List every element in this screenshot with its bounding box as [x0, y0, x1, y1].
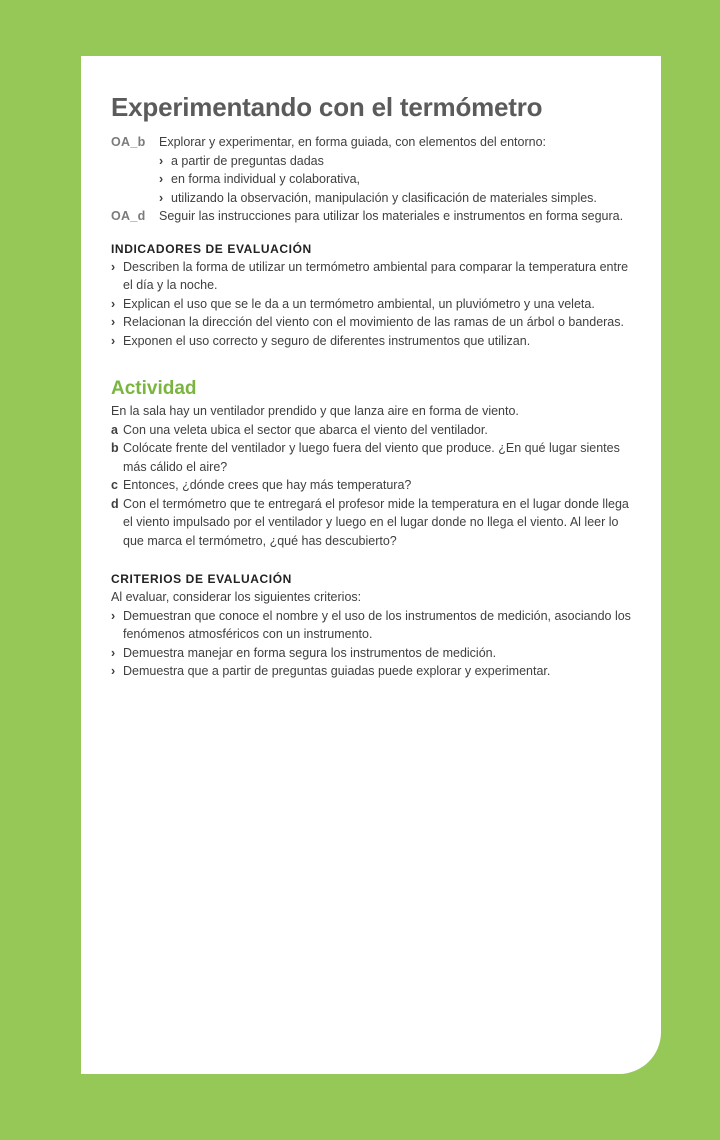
activity-step: c Entonces, ¿dónde crees que hay más temperatura?: [111, 476, 631, 495]
chevron-right-icon: ›: [111, 259, 116, 274]
objective-oa-b: [111, 133, 631, 207]
step-letter: d: [111, 496, 119, 511]
activity-steps: [111, 421, 631, 551]
list-item: › Exponen el uso correcto y seguro de diferentes instrumentos que utilizan.: [111, 332, 631, 351]
activity-step: b Colócate frente del ventilador y luego fuera del viento que produce. ¿En qué lugar sientes más cálido el aire?: [111, 439, 631, 476]
criteria-intro: Al evaluar, considerar los siguientes criterios:: [111, 590, 362, 604]
step-letter: b: [111, 441, 119, 455]
indicators-list: [111, 258, 631, 351]
chevron-right-icon: ›: [159, 172, 164, 186]
chevron-right-icon: ›: [111, 315, 116, 329]
step-letter: c: [111, 478, 118, 492]
list-item: › Demuestra manejar en forma segura los instrumentos de medición.: [111, 644, 631, 663]
chevron-right-icon: ›: [111, 608, 116, 623]
step-letter: a: [111, 422, 118, 437]
list-item: › Describen la forma de utilizar un termómetro ambiental para comparar la temperatura entre el día y la noche.: [111, 258, 631, 295]
chevron-right-icon: ›: [111, 296, 116, 311]
criteria-list: [111, 607, 631, 681]
list-item: › Demuestran que conoce el nombre y el uso de los instrumentos de medición, asociando los fenómenos atmosféricos con un instrumento.: [111, 607, 631, 644]
chevron-right-icon: ›: [159, 153, 164, 168]
objectives: [111, 133, 631, 226]
activity-step: a Con una veleta ubica el sector que abarca el viento del ventilador.: [111, 421, 631, 440]
list-item: › Demuestra que a partir de preguntas guiadas puede explorar y experimentar.: [111, 662, 631, 681]
chevron-right-icon: ›: [111, 664, 116, 678]
activity-intro: En la sala hay un ventilador prendido y que lanza aire en forma de viento.: [111, 404, 519, 418]
list-item: › Explican el uso que se le da a un termómetro ambiental, un pluviómetro y una veleta.: [111, 295, 631, 314]
chevron-right-icon: ›: [111, 333, 116, 348]
page-title: Experimentando con el termómetro: [111, 92, 543, 122]
activity-step: d Con el termómetro que te entregará el profesor mide la temperatura en el lugar donde llega el viento impulsado por el ventilador y luego en el lugar donde no llega el viento. Al leer lo que marca el termómetro, ¿qué has descubierto?: [111, 495, 631, 551]
chevron-right-icon: ›: [111, 645, 116, 660]
activity-title: Actividad: [111, 378, 197, 399]
objective-text: Explorar y experimentar, en forma guiada, con elementos del entorno:: [159, 135, 547, 149]
indicators-title: INDICADORES DE EVALUACIÓN: [111, 241, 312, 256]
objective-code: OA_b: [111, 135, 146, 149]
content-card: [81, 56, 661, 1074]
objective-text: Seguir las instrucciones para utilizar los materiales e instrumentos en forma segura.: [159, 209, 624, 223]
objective-subitem: › a partir de preguntas dadas: [159, 152, 631, 171]
objective-subitem: › utilizando la observación, manipulación y clasificación de materiales simples.: [159, 189, 631, 208]
objective-oa-d: [111, 207, 631, 226]
criteria-title: CRITERIOS DE EVALUACIÓN: [111, 572, 292, 586]
objective-subitem: › en forma individual y colaborativa,: [159, 170, 631, 189]
list-item: › Relacionan la dirección del viento con el movimiento de las ramas de un árbol o banderas.: [111, 313, 631, 332]
objective-code: OA_d: [111, 209, 146, 223]
chevron-right-icon: ›: [159, 190, 164, 205]
